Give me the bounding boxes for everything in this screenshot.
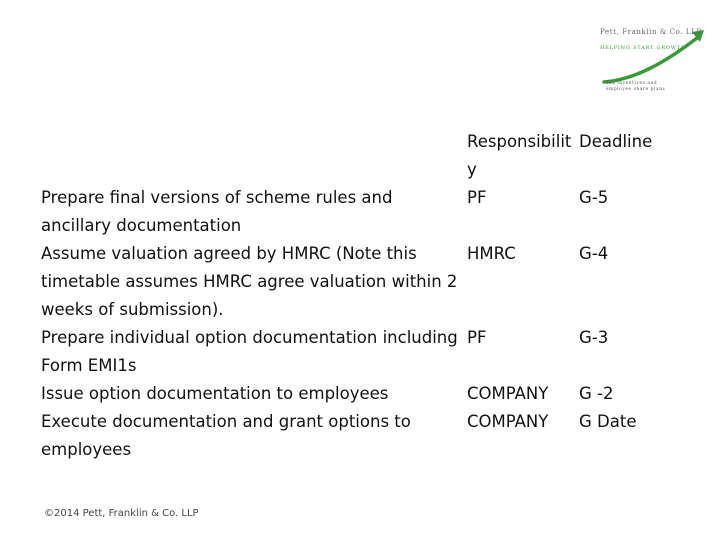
deadline-cell: G-5 xyxy=(579,188,609,207)
table-row xyxy=(41,324,669,380)
responsibility-cell: COMPANY xyxy=(467,412,549,431)
logo-tagline: HELPING START GROWTH xyxy=(600,45,687,51)
deadline-cell: G-3 xyxy=(579,328,609,347)
table-row xyxy=(41,240,669,324)
logo-subtitle xyxy=(606,81,665,93)
task-cell: Issue option documentation to employees xyxy=(41,384,389,403)
logo-firm-name: Pett, Franklin & Co. LLP xyxy=(600,28,702,36)
responsibility-cell: COMPANY xyxy=(467,384,549,403)
deadline-cell: G -2 xyxy=(579,384,614,403)
deadline-cell: G-4 xyxy=(579,244,609,263)
task-cell: Assume valuation agreed by HMRC (Note this timetable assumes HMRC agree valuation within 2 weeks of submission). xyxy=(41,244,458,319)
responsibility-cell: PF xyxy=(467,328,487,347)
responsibility-cell: HMRC xyxy=(467,244,516,263)
task-cell: Prepare final versions of scheme rules and ancillary documentation xyxy=(41,188,393,235)
table-header-row xyxy=(41,128,669,184)
table-row xyxy=(41,380,669,408)
logo-subtitle-line: Tax incentives and xyxy=(606,81,658,86)
deadline-cell: G Date xyxy=(579,412,637,431)
copyright-footer: ©2014 Pett, Franklin & Co. LLP xyxy=(44,508,199,519)
table-row xyxy=(41,408,669,464)
task-cell: Prepare individual option documentation including Form EMI1s xyxy=(41,328,458,375)
responsibility-cell: PF xyxy=(467,188,487,207)
header-task xyxy=(41,128,467,184)
company-logo xyxy=(592,20,710,100)
table-row xyxy=(41,184,669,240)
header-responsibility: Responsibility xyxy=(467,132,572,179)
timetable xyxy=(41,128,669,464)
header-deadline: Deadline xyxy=(579,132,653,151)
logo-subtitle-line: employee share plans xyxy=(606,87,666,92)
task-cell: Execute documentation and grant options to employees xyxy=(41,412,411,459)
